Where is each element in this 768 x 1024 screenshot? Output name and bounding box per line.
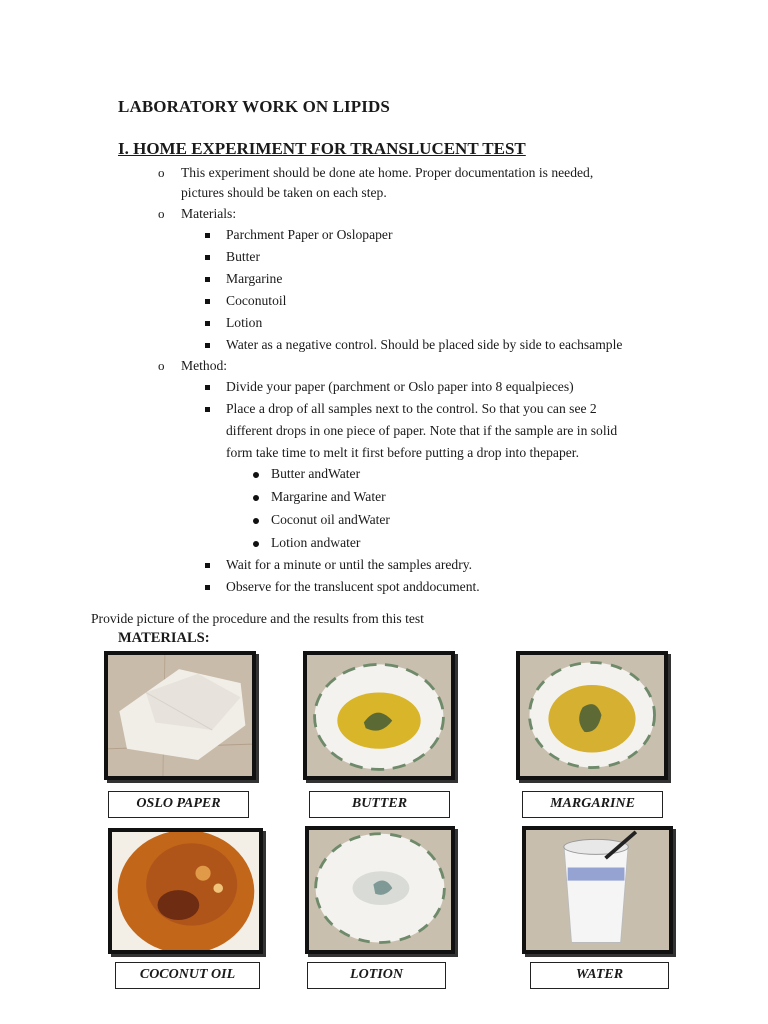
material-item: Lotion [226, 315, 263, 330]
material-item: Parchment Paper or Oslopaper [226, 227, 393, 242]
round-bullet-icon [253, 472, 259, 478]
square-bullet-icon [205, 563, 210, 568]
material-item: Coconutoil [226, 293, 287, 308]
method-step-1: Divide your paper (parchment or Oslo paper into 8 equalpieces) [226, 379, 574, 394]
butter-photo [303, 651, 455, 780]
material-item: Margarine [226, 271, 283, 286]
caption-coconut-oil: COCONUT OIL [115, 962, 260, 989]
pair-item: Coconut oil andWater [271, 512, 390, 527]
caption-water: WATER [530, 962, 669, 989]
square-bullet-icon [205, 321, 210, 326]
method-label: Method: [181, 358, 228, 373]
caption-oslo-paper: OSLO PAPER [108, 791, 249, 818]
materials-label: Materials: [181, 206, 237, 221]
material-item: Butter [226, 249, 260, 264]
method-step-4: Observe for the translucent spot anddocument. [226, 579, 480, 594]
round-bullet-icon [253, 495, 259, 501]
round-bullet-icon [253, 541, 259, 547]
square-bullet-icon [205, 255, 210, 260]
caption-lotion: LOTION [307, 962, 446, 989]
method-step-2-line-3: form take time to melt it first before putting a drop into thepaper. [226, 445, 579, 460]
caption-butter: BUTTER [309, 791, 450, 818]
intro-line-2: pictures should be taken on each step. [181, 185, 387, 200]
square-bullet-icon [205, 585, 210, 590]
margarine-photo [516, 651, 668, 780]
square-bullet-icon [205, 385, 210, 390]
pair-item: Lotion andwater [271, 535, 361, 550]
intro-line-1: This experiment should be done ate home. Proper documentation is needed, [181, 165, 594, 180]
material-item: Water as a negative control. Should be placed side by side to eachsample [226, 337, 623, 352]
section-heading: I. HOME EXPERIMENT FOR TRANSLUCENT TEST [118, 139, 526, 158]
method-step-2-line-2: different drops in one piece of paper. Note that if the sample are in solid [226, 423, 618, 438]
square-bullet-icon [205, 407, 210, 412]
provide-picture-text: Provide picture of the procedure and the results from this test [91, 611, 424, 626]
bullet-o: o [158, 358, 165, 373]
oslo-paper-photo [104, 651, 256, 780]
square-bullet-icon [205, 233, 210, 238]
pair-item: Margarine and Water [271, 489, 386, 504]
bullet-o: o [158, 206, 165, 221]
caption-margarine: MARGARINE [522, 791, 663, 818]
method-step-2-line-1: Place a drop of all samples next to the control. So that you can see 2 [226, 401, 597, 416]
coconut-oil-photo [108, 828, 263, 954]
method-step-3: Wait for a minute or until the samples aredry. [226, 557, 473, 572]
lotion-photo [305, 826, 455, 954]
water-photo [522, 826, 673, 954]
square-bullet-icon [205, 277, 210, 282]
round-bullet-icon [253, 518, 259, 524]
page-title: LABORATORY WORK ON LIPIDS [118, 97, 390, 116]
square-bullet-icon [205, 343, 210, 348]
square-bullet-icon [205, 299, 210, 304]
pair-item: Butter andWater [271, 466, 361, 481]
bullet-o: o [158, 165, 165, 180]
materials-heading: MATERIALS: [118, 630, 210, 646]
